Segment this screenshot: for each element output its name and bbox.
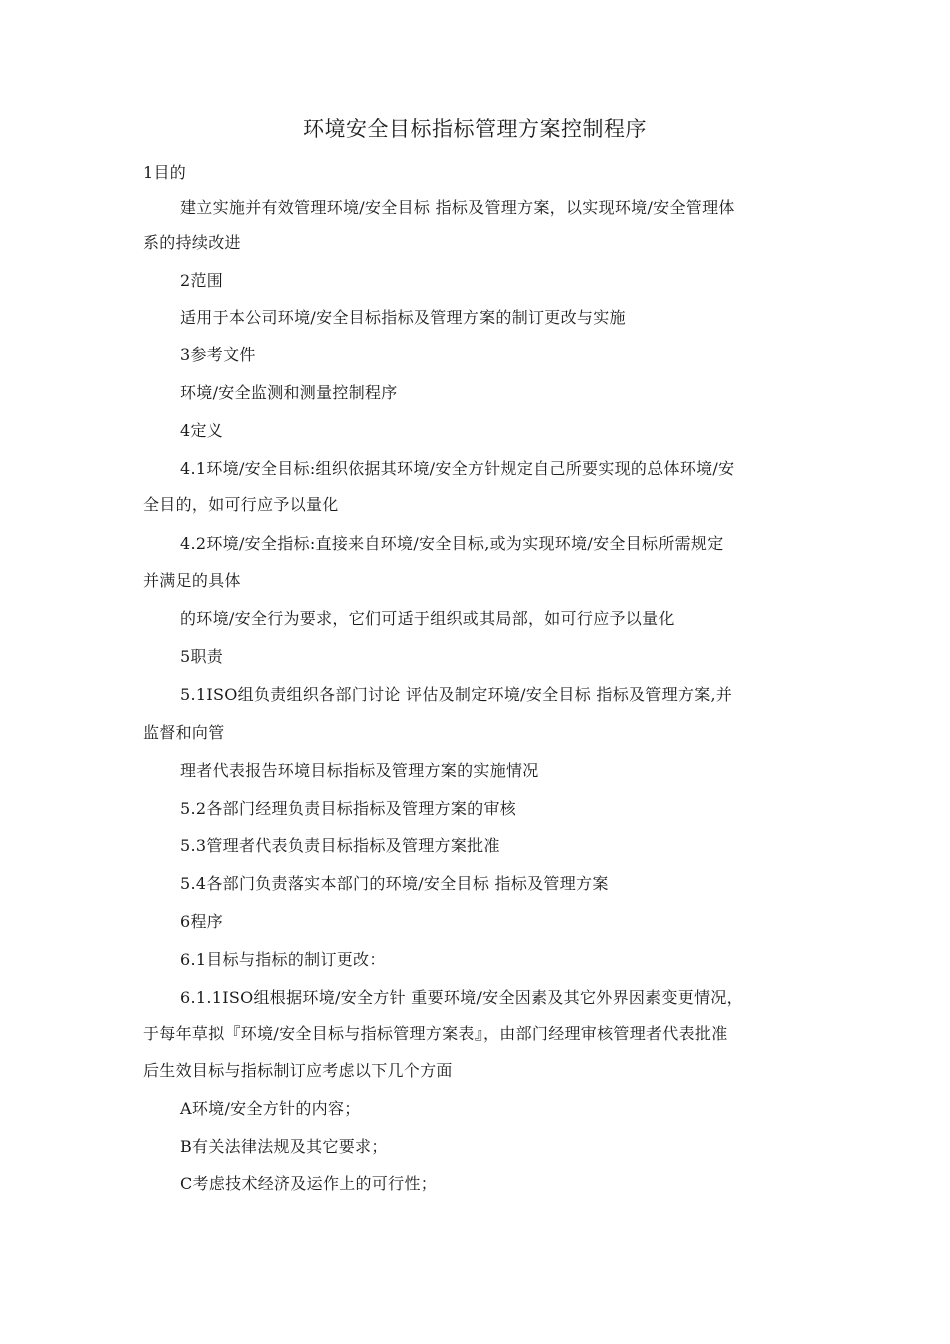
document-title: 环境安全目标指标管理方案控制程序 <box>303 117 647 141</box>
paragraph-line: 理者代表报告环境目标指标及管理方案的实施情况 <box>180 761 539 780</box>
paragraph-line: 4.2环境/安全指标:直接来自环境/安全目标,或为实现环境/安全目标所需规定 <box>180 534 724 553</box>
paragraph-line: 于每年草拟『环境/安全目标与指标管理方案表』，由部门经理审核管理者代表批准 <box>143 1024 728 1043</box>
paragraph-line: 4.1环境/安全目标:组织依据其环境/安全方针规定自己所要实现的总体环境/安 <box>180 459 735 478</box>
list-item: B有关法律法规及其它要求； <box>180 1137 388 1156</box>
paragraph-line: 6.1.1ISO组根据环境/安全方针 重要环境/安全因素及其它外界因素变更情况， <box>180 988 743 1007</box>
paragraph-line: 系的持续改进 <box>143 233 241 252</box>
paragraph-line: 5.4各部门负责落实本部门的环境/安全目标 指标及管理方案 <box>180 874 609 893</box>
paragraph-line: 的环境/安全行为要求，它们可适于组织或其局部，如可行应予以量化 <box>180 609 675 628</box>
list-item: A环境/安全方针的内容； <box>180 1099 361 1118</box>
paragraph-line: 全目的，如可行应予以量化 <box>143 495 339 514</box>
paragraph-line: 5.3管理者代表负责目标指标及管理方案批准 <box>180 836 500 855</box>
paragraph-line: 5.1ISO组负责组织各部门讨论 评估及制定环境/安全目标 指标及管理方案,并 <box>180 685 733 704</box>
section-heading-purpose: 1目的 <box>143 163 187 182</box>
paragraph-line: 建立实施并有效管理环境/安全目标 指标及管理方案，以实现环境/安全管理体 <box>180 198 735 217</box>
paragraph-line: 后生效目标与指标制订应考虑以下几个方面 <box>143 1061 453 1080</box>
paragraph-line: 适用于本公司环境/安全目标指标及管理方案的制订更改与实施 <box>180 308 626 327</box>
paragraph-line: 5.2各部门经理负责目标指标及管理方案的审核 <box>180 799 517 818</box>
section-heading-references: 3参考文件 <box>180 345 256 364</box>
list-item: C考虑技术经济及运作上的可行性； <box>180 1174 438 1193</box>
paragraph-line: 环境/安全监测和测量控制程序 <box>180 383 398 402</box>
section-heading-procedure: 6程序 <box>180 912 224 931</box>
section-heading-definitions: 4定义 <box>180 421 224 440</box>
section-heading-scope: 2范围 <box>180 271 224 290</box>
paragraph-line: 6.1目标与指标的制订更改： <box>180 950 386 969</box>
paragraph-line: 监督和向管 <box>143 723 225 742</box>
section-heading-responsibilities: 5职责 <box>180 647 224 666</box>
paragraph-line: 并满足的具体 <box>143 571 241 590</box>
